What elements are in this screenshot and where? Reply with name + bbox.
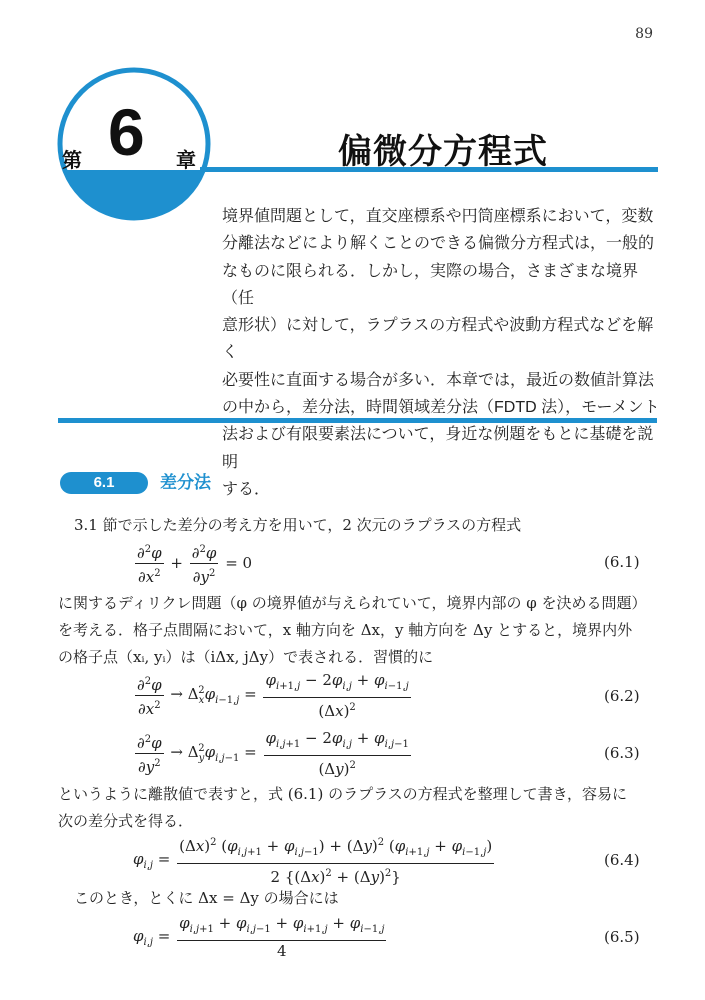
- intro-line: 法および有限要素法について，身近な例題をもとに基礎を説明: [222, 426, 654, 471]
- intro-line: 意形状）に対して，ラプラスの方程式や波動方程式などを解く: [222, 317, 654, 362]
- paragraph-text: を考える．格子点間隔において，x 軸方向を Δx，y 軸方向を Δy とすると，境界内外: [58, 621, 633, 639]
- equation-number: (6.1): [604, 553, 640, 571]
- section-number-badge: 6.1: [60, 472, 148, 494]
- intro-line: の中から，差分法，時間領域差分法（FDTD 法），モーメント: [222, 399, 660, 417]
- intro-bottom-rule: [58, 418, 657, 423]
- section-title: 差分法: [160, 473, 211, 492]
- chapter-number: 6: [108, 95, 145, 169]
- chapter-suffix: 章: [176, 150, 196, 172]
- equation-6-4: $\varphi_{i,j}$ = $\frac{(\Delta x)^2 (\varphi_{i,j+1} + \varphi_{i,j-1}) + (\Delta y)^2 (\varphi_{i+1,j} + \varphi_{i-1,j})}{2 \{(\Delta x)^2 + (\Delta y)^2\}}$: [133, 838, 496, 882]
- equation-number: (6.3): [604, 744, 640, 762]
- equation-6-3: $\frac{\partial^2\varphi}{\partial y^2}$ → $\Delta_y^2\varphi_{i,j-1}$ = $\frac{\varphi_{i,j+1} - 2\varphi_{i,j} + \varphi_{i,j-1}}{(\Delta y)^2}$: [137, 728, 409, 778]
- intro-line: なものに限られる．しかし，実際の場合，さまざまな境界（任: [222, 262, 639, 307]
- paragraph-text: の格子点（xᵢ, yᵢ）は（iΔx, jΔy）で表される．習慣的に: [58, 648, 434, 666]
- intro-line: 境界値問題として，直交座標系や円筒座標系において，変数: [222, 208, 654, 225]
- equation-6-2: $\frac{\partial^2\varphi}{\partial x^2}$ → $\Delta_x^2\varphi_{i-1,j}$ = $\frac{\varphi_{i+1,j} - 2\varphi_{i,j} + \varphi_{i-1,j}}{(\Delta x)^2}$: [137, 670, 409, 720]
- intro-line: 必要性に直面する場合が多い．本章では，最近の数値計算法: [222, 371, 655, 389]
- chapter-prefix: 第: [62, 150, 82, 172]
- intro-line: する．: [222, 480, 271, 498]
- equation-6-5: $\varphi_{i,j}$ = $\frac{\varphi_{i,j+1} + \varphi_{i,j-1} + \varphi_{i+1,j} + \varphi_{i-1,j}}{4}$: [133, 914, 385, 960]
- chapter-intro: [222, 203, 662, 503]
- paragraph-text: 次の差分式を得る．: [58, 812, 194, 830]
- equation-number: (6.5): [604, 928, 640, 946]
- equation-6-1: $\frac{\partial^2\varphi}{\partial x^2}$ + $\frac{\partial^2\varphi}{\partial y^2}$ = 0: [133, 541, 252, 585]
- paragraph-text: 3.1 節で示した差分の考え方を用いて，2 次元のラプラスの方程式: [74, 516, 522, 534]
- equation-number: (6.4): [604, 851, 640, 869]
- paragraph-text: というように離散値で表すと，式 (6.1) のラプラスの方程式を整理して書き，容易に: [58, 785, 628, 803]
- paragraph-text: このとき，とくに Δx = Δy の場合には: [74, 889, 339, 907]
- chapter-title: 偏微分方程式: [338, 133, 548, 171]
- intro-line: 分離法などにより解くことのできる偏微分方程式は，一般的: [222, 235, 655, 253]
- paragraph-text: に関するディリクレ問題（φ の境界値が与えられていて，境界内部の φ を決める問題）: [58, 594, 647, 612]
- equation-number: (6.2): [604, 687, 640, 705]
- page-number: 89: [635, 26, 653, 42]
